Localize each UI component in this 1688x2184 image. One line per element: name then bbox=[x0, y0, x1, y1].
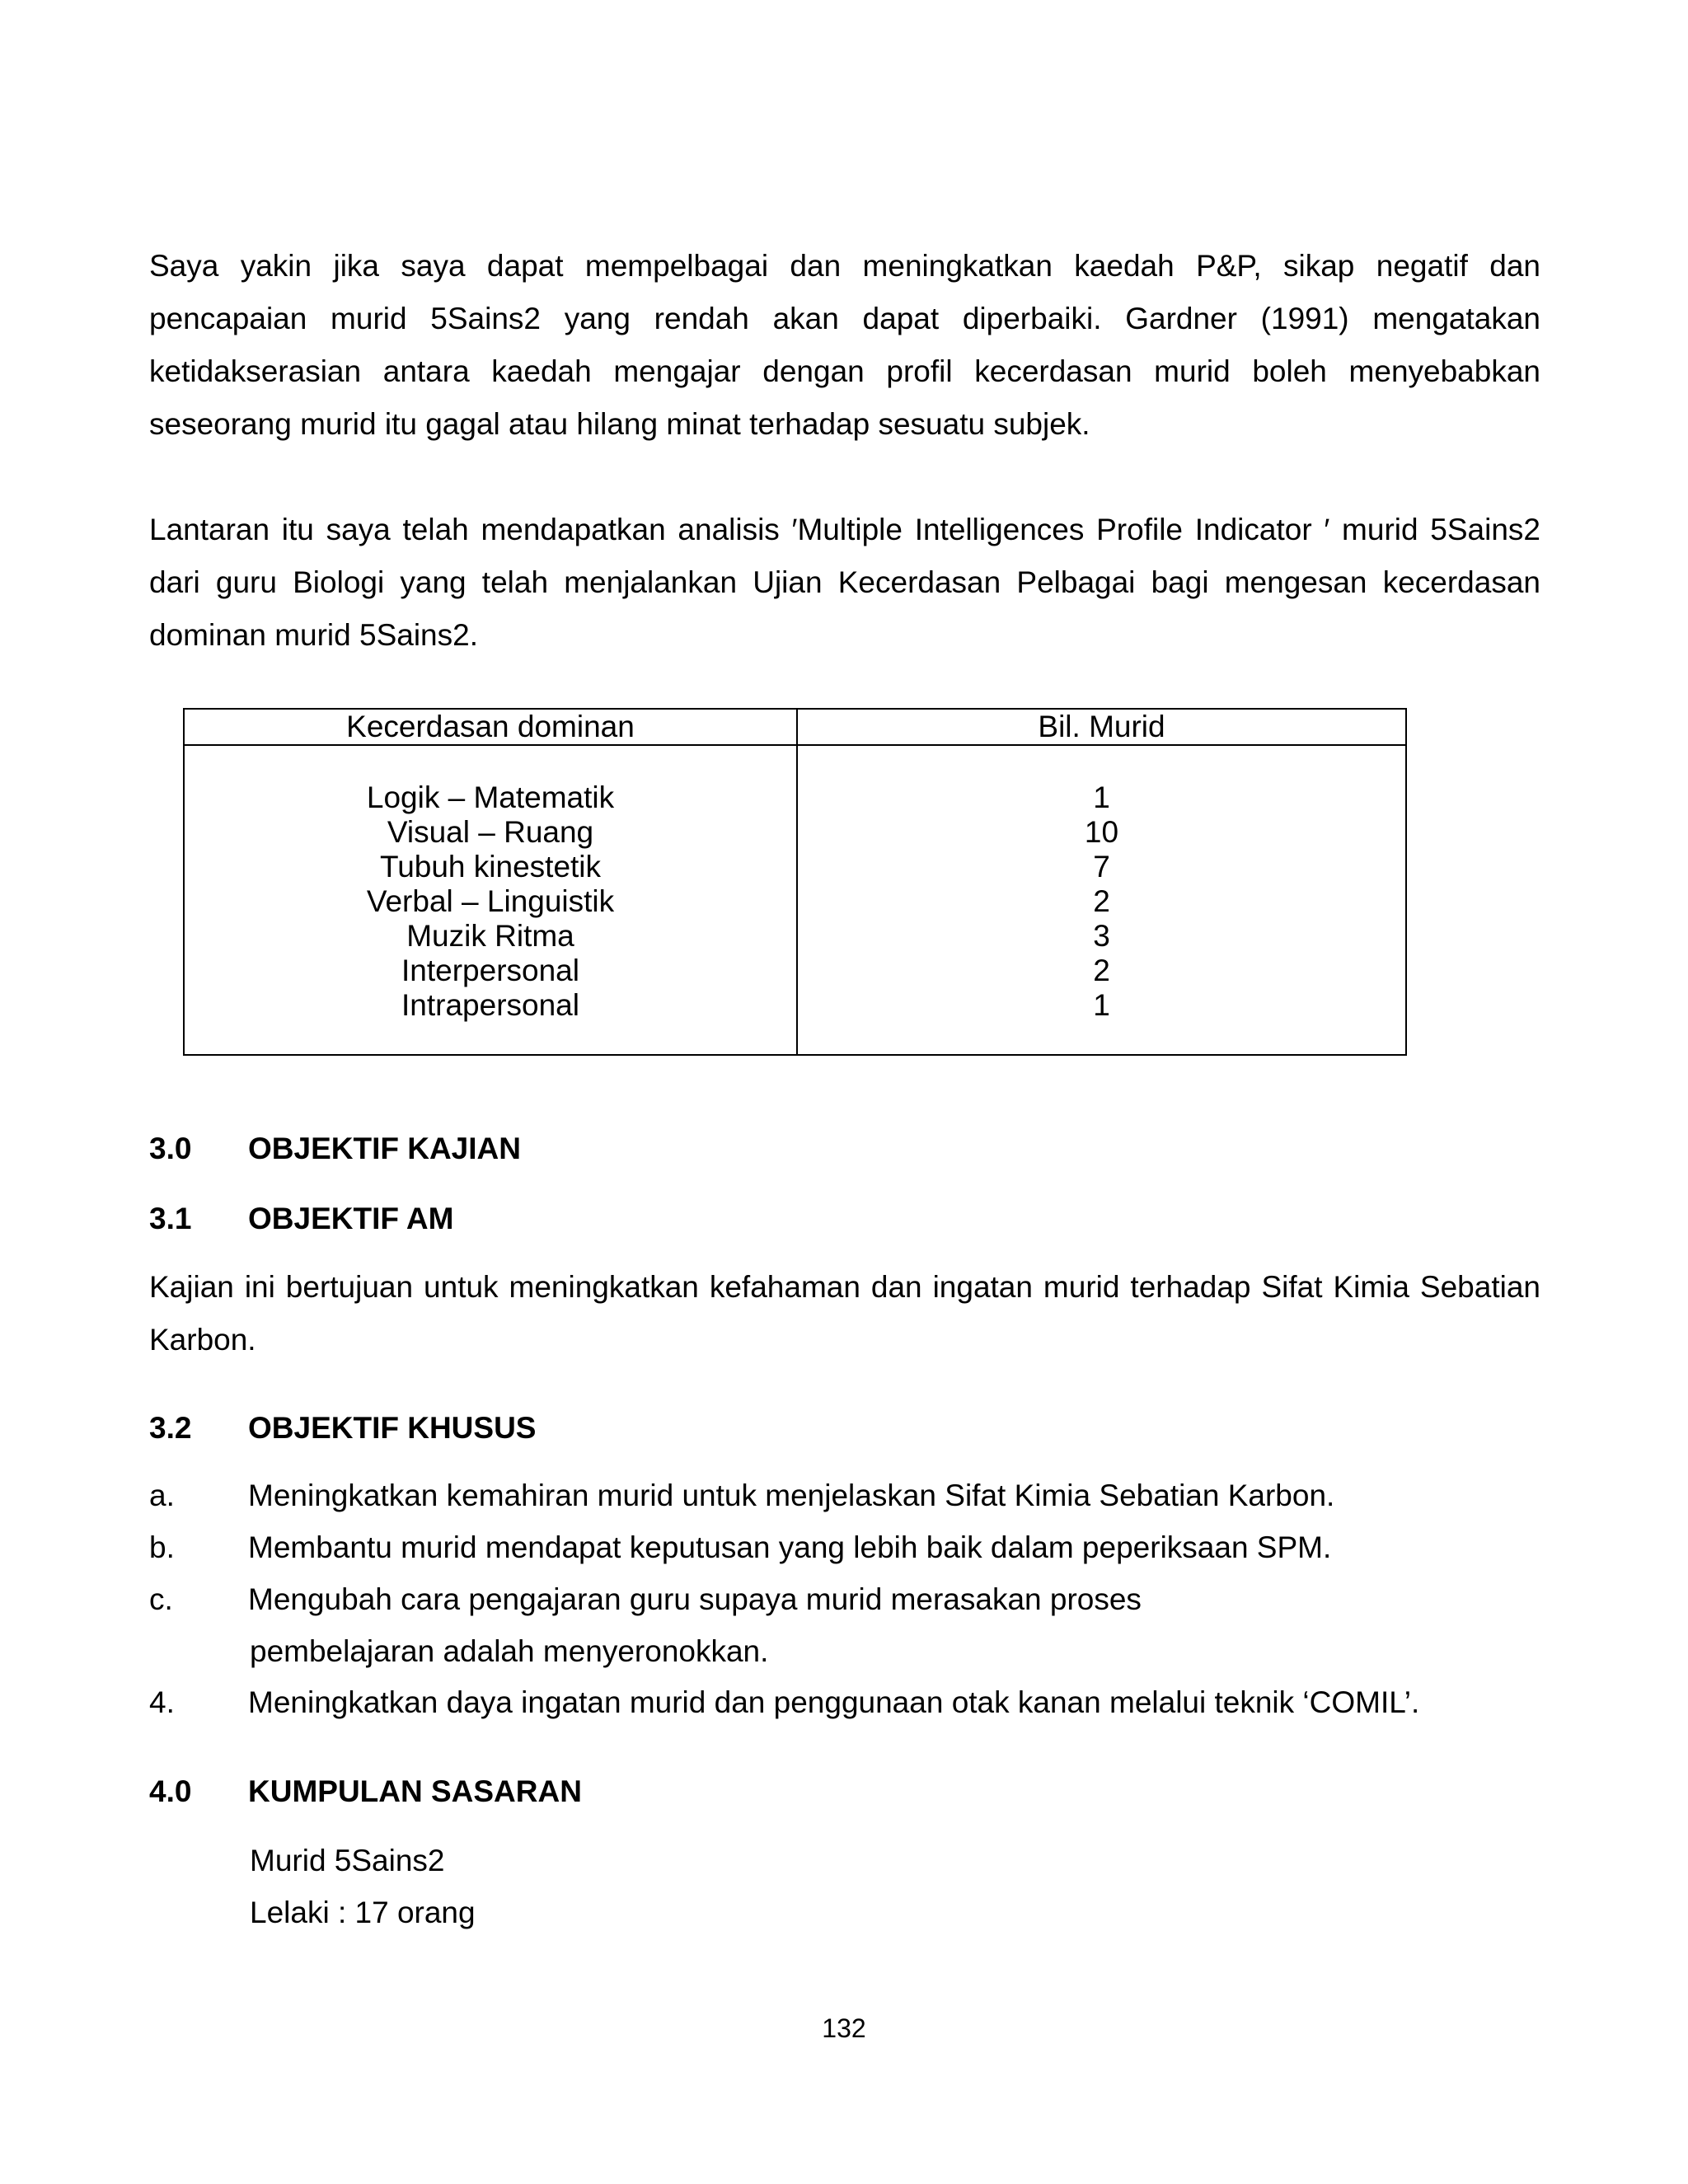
intro-paragraph bbox=[149, 240, 1540, 451]
section-title: KUMPULAN SASARAN bbox=[248, 1774, 582, 1808]
list-text: Meningkatkan daya ingatan murid dan penggunaan otak kanan melalui teknik ‘COMIL’. bbox=[248, 1685, 1420, 1719]
list-marker: 4. bbox=[149, 1685, 175, 1719]
section-number: 4.0 bbox=[149, 1774, 192, 1808]
page-number: 132 bbox=[822, 2013, 866, 2043]
list-marker: c. bbox=[149, 1582, 173, 1616]
section-3-0-heading bbox=[149, 1129, 521, 1169]
kecerdasan-item: Visual – Ruang bbox=[387, 815, 594, 849]
kecerdasan-cell bbox=[184, 745, 797, 1055]
table-header-kecerdasan: Kecerdasan dominan bbox=[184, 709, 797, 745]
bil-murid-cell bbox=[797, 745, 1406, 1055]
list-marker: b. bbox=[149, 1530, 175, 1564]
objektif-am-line-1: Kajian ini bertujuan untuk meningkatkan kefahaman dan ingatan murid terhadap Sifat Kimia Sebatian bbox=[149, 1270, 1540, 1304]
section-number: 3.0 bbox=[149, 1132, 192, 1165]
list-text: Membantu murid mendapat keputusan yang lebih baik dalam peperiksaan SPM. bbox=[248, 1530, 1332, 1564]
bil-murid-item: 7 bbox=[1093, 850, 1110, 883]
kecerdasan-item: Logik – Matematik bbox=[366, 780, 615, 814]
analysis-line-3: dominan murid 5Sains2. bbox=[149, 618, 478, 652]
intro-line-1: Saya yakin jika saya dapat mempelbagai dan meningkatkan kaedah P&P, sikap negatif dan bbox=[149, 249, 1540, 283]
bil-murid-item: 3 bbox=[1093, 919, 1110, 953]
table-header-row bbox=[184, 709, 1406, 745]
section-3-2-heading bbox=[149, 1408, 536, 1448]
target-group-count: Lelaki : 17 orang bbox=[250, 1896, 476, 1929]
list-text: Mengubah cara pengajaran guru supaya murid merasakan proses bbox=[248, 1582, 1142, 1616]
kecerdasan-item: Verbal – Linguistik bbox=[366, 884, 615, 918]
section-4-0-heading bbox=[149, 1772, 582, 1811]
section-title: OBJEKTIF AM bbox=[248, 1202, 454, 1235]
kecerdasan-item: Muzik Ritma bbox=[406, 919, 574, 953]
section-number: 3.2 bbox=[149, 1411, 192, 1445]
intelligence-table bbox=[183, 708, 1407, 1056]
analysis-paragraph bbox=[149, 504, 1540, 662]
bil-murid-item: 10 bbox=[1084, 815, 1119, 849]
section-number: 3.1 bbox=[149, 1202, 192, 1235]
list-item bbox=[149, 1573, 1142, 1626]
bil-murid-item: 2 bbox=[1093, 954, 1110, 987]
list-item bbox=[149, 1521, 1331, 1574]
kecerdasan-item: Tubuh kinestetik bbox=[379, 850, 602, 883]
kecerdasan-item: Intrapersonal bbox=[401, 988, 579, 1022]
list-item-continuation: pembelajaran adalah menyeronokkan. bbox=[250, 1634, 769, 1668]
list-item bbox=[149, 1469, 1334, 1522]
intro-line-2: pencapaian murid 5Sains2 yang rendah akan dapat diperbaiki. Gardner (1991) mengatakan bbox=[149, 302, 1540, 335]
list-item bbox=[149, 1676, 1419, 1729]
kecerdasan-item: Interpersonal bbox=[401, 954, 579, 987]
table-header-bil: Bil. Murid bbox=[797, 709, 1406, 745]
list-marker: a. bbox=[149, 1479, 175, 1512]
target-group-class: Murid 5Sains2 bbox=[250, 1844, 445, 1877]
objektif-am-line-2: Karbon. bbox=[149, 1323, 256, 1357]
objektif-am-paragraph bbox=[149, 1261, 1540, 1366]
analysis-line-2: dari guru Biologi yang telah menjalankan Ujian Kecerdasan Pelbagai bagi mengesan kecerdasan bbox=[149, 565, 1540, 599]
section-3-1-heading bbox=[149, 1199, 453, 1239]
analysis-line-1: Lantaran itu saya telah mendapatkan analisis ′Multiple Intelligences Profile Indicator ′ murid 5Sains2 bbox=[149, 513, 1540, 546]
list-text: Meningkatkan kemahiran murid untuk menjelaskan Sifat Kimia Sebatian Karbon. bbox=[248, 1479, 1335, 1512]
intro-line-3: ketidakserasian antara kaedah mengajar dengan profil kecerdasan murid boleh menyebabkan bbox=[149, 354, 1540, 388]
bil-murid-item: 1 bbox=[1093, 988, 1110, 1022]
bil-murid-item: 2 bbox=[1093, 884, 1110, 918]
bil-murid-item: 1 bbox=[1093, 780, 1110, 814]
table-row bbox=[184, 745, 1406, 1055]
section-title: OBJEKTIF KAJIAN bbox=[248, 1132, 521, 1165]
intro-line-4: seseorang murid itu gagal atau hilang minat terhadap sesuatu subjek. bbox=[149, 407, 1090, 441]
section-title: OBJEKTIF KHUSUS bbox=[248, 1411, 537, 1445]
